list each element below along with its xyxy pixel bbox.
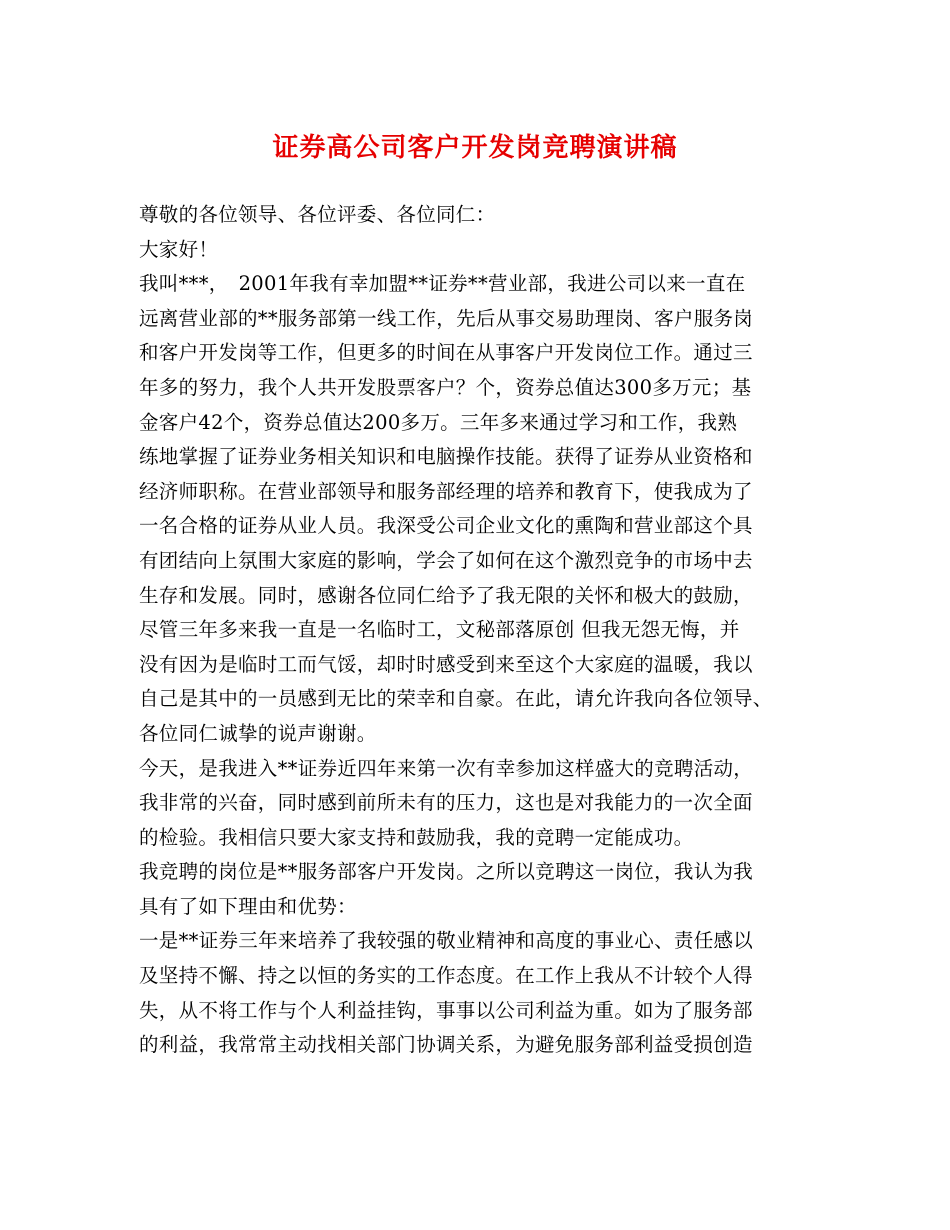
body-text-line: 有团结向上氛围大家庭的影响，学会了如何在这个激烈竞争的市场中去 <box>139 548 753 572</box>
body-text-line: 的检验。我相信只要大家支持和鼓励我，我的竞聘一定能成功。 <box>139 825 694 849</box>
body-text-line: 及坚持不懈、持之以恒的务实的工作态度。在工作上我从不计较个人得 <box>139 964 753 988</box>
body-text-line: 失，从不将工作与个人利益挂钩，事事以公司利益为重。如为了服务部 <box>139 998 753 1022</box>
body-text-line: 生存和发展。同时，感谢各位同仁给予了我无限的关怀和极大的鼓励， <box>139 583 753 607</box>
body-text-line: 远离营业部的**服务部第一线工作，先后从事交易助理岗、客户服务岗 <box>139 306 754 330</box>
body-text-line: 一是**证券三年来培养了我较强的敬业精神和高度的事业心、责任感以 <box>139 929 754 953</box>
body-text-line: 我非常的兴奋，同时感到前所未有的压力，这也是对我能力的一次全面 <box>139 791 753 815</box>
document-title: 证券高公司客户开发岗竞聘演讲稿 <box>272 133 678 163</box>
body-text-line: 的利益，我常常主动找相关部门协调关系，为避免服务部利益受损创造 <box>139 1033 753 1057</box>
body-text-line: 今天，是我进入**证券近四年来第一次有幸参加这样盛大的竞聘活动， <box>139 756 754 780</box>
body-text-line: 年多的努力，我个人共开发股票客户？个，资券总值达300多万元；基 <box>139 375 752 399</box>
body-text-line: 大家好！ <box>139 237 219 261</box>
body-text-line: 各位同仁诚挚的说声谢谢。 <box>139 721 377 745</box>
document-body <box>139 198 839 1063</box>
body-text-line: 一名合格的证券从业人员。我深受公司企业文化的熏陶和营业部这个具 <box>139 514 753 538</box>
body-text-line: 自己是其中的一员感到无比的荣幸和自豪。在此，请允许我向各位领导、 <box>139 687 773 711</box>
body-text-line: 我竞聘的岗位是**服务部客户开发岗。之所以竞聘这一岗位，我认为我 <box>139 860 754 884</box>
body-text-line: 没有因为是临时工而气馁，却时时感受到来至这个大家庭的温暖，我以 <box>139 652 753 676</box>
body-text-line: 我叫***， 2001年我有幸加盟**证券**营业部，我进公司以来一直在 <box>139 272 746 296</box>
body-text-line: 尊敬的各位领导、各位评委、各位同仁： <box>139 203 496 226</box>
body-text-line: 练地掌握了证券业务相关知识和电脑操作技能。获得了证券从业资格和 <box>139 445 753 469</box>
body-text-line: 和客户开发岗等工作，但更多的时间在从事客户开发岗位工作。通过三 <box>139 341 753 365</box>
body-text-line: 尽管三年多来我一直是一名临时工，文秘部落原创 但我无怨无悔，并 <box>139 618 740 642</box>
body-text-line: 金客户42个，资券总值达200多万。三年多来通过学习和工作，我熟 <box>139 410 738 434</box>
body-text-line: 经济师职称。在营业部领导和服务部经理的培养和教育下，使我成为了 <box>139 479 753 503</box>
body-text-line: 具有了如下理由和优势： <box>139 894 357 918</box>
